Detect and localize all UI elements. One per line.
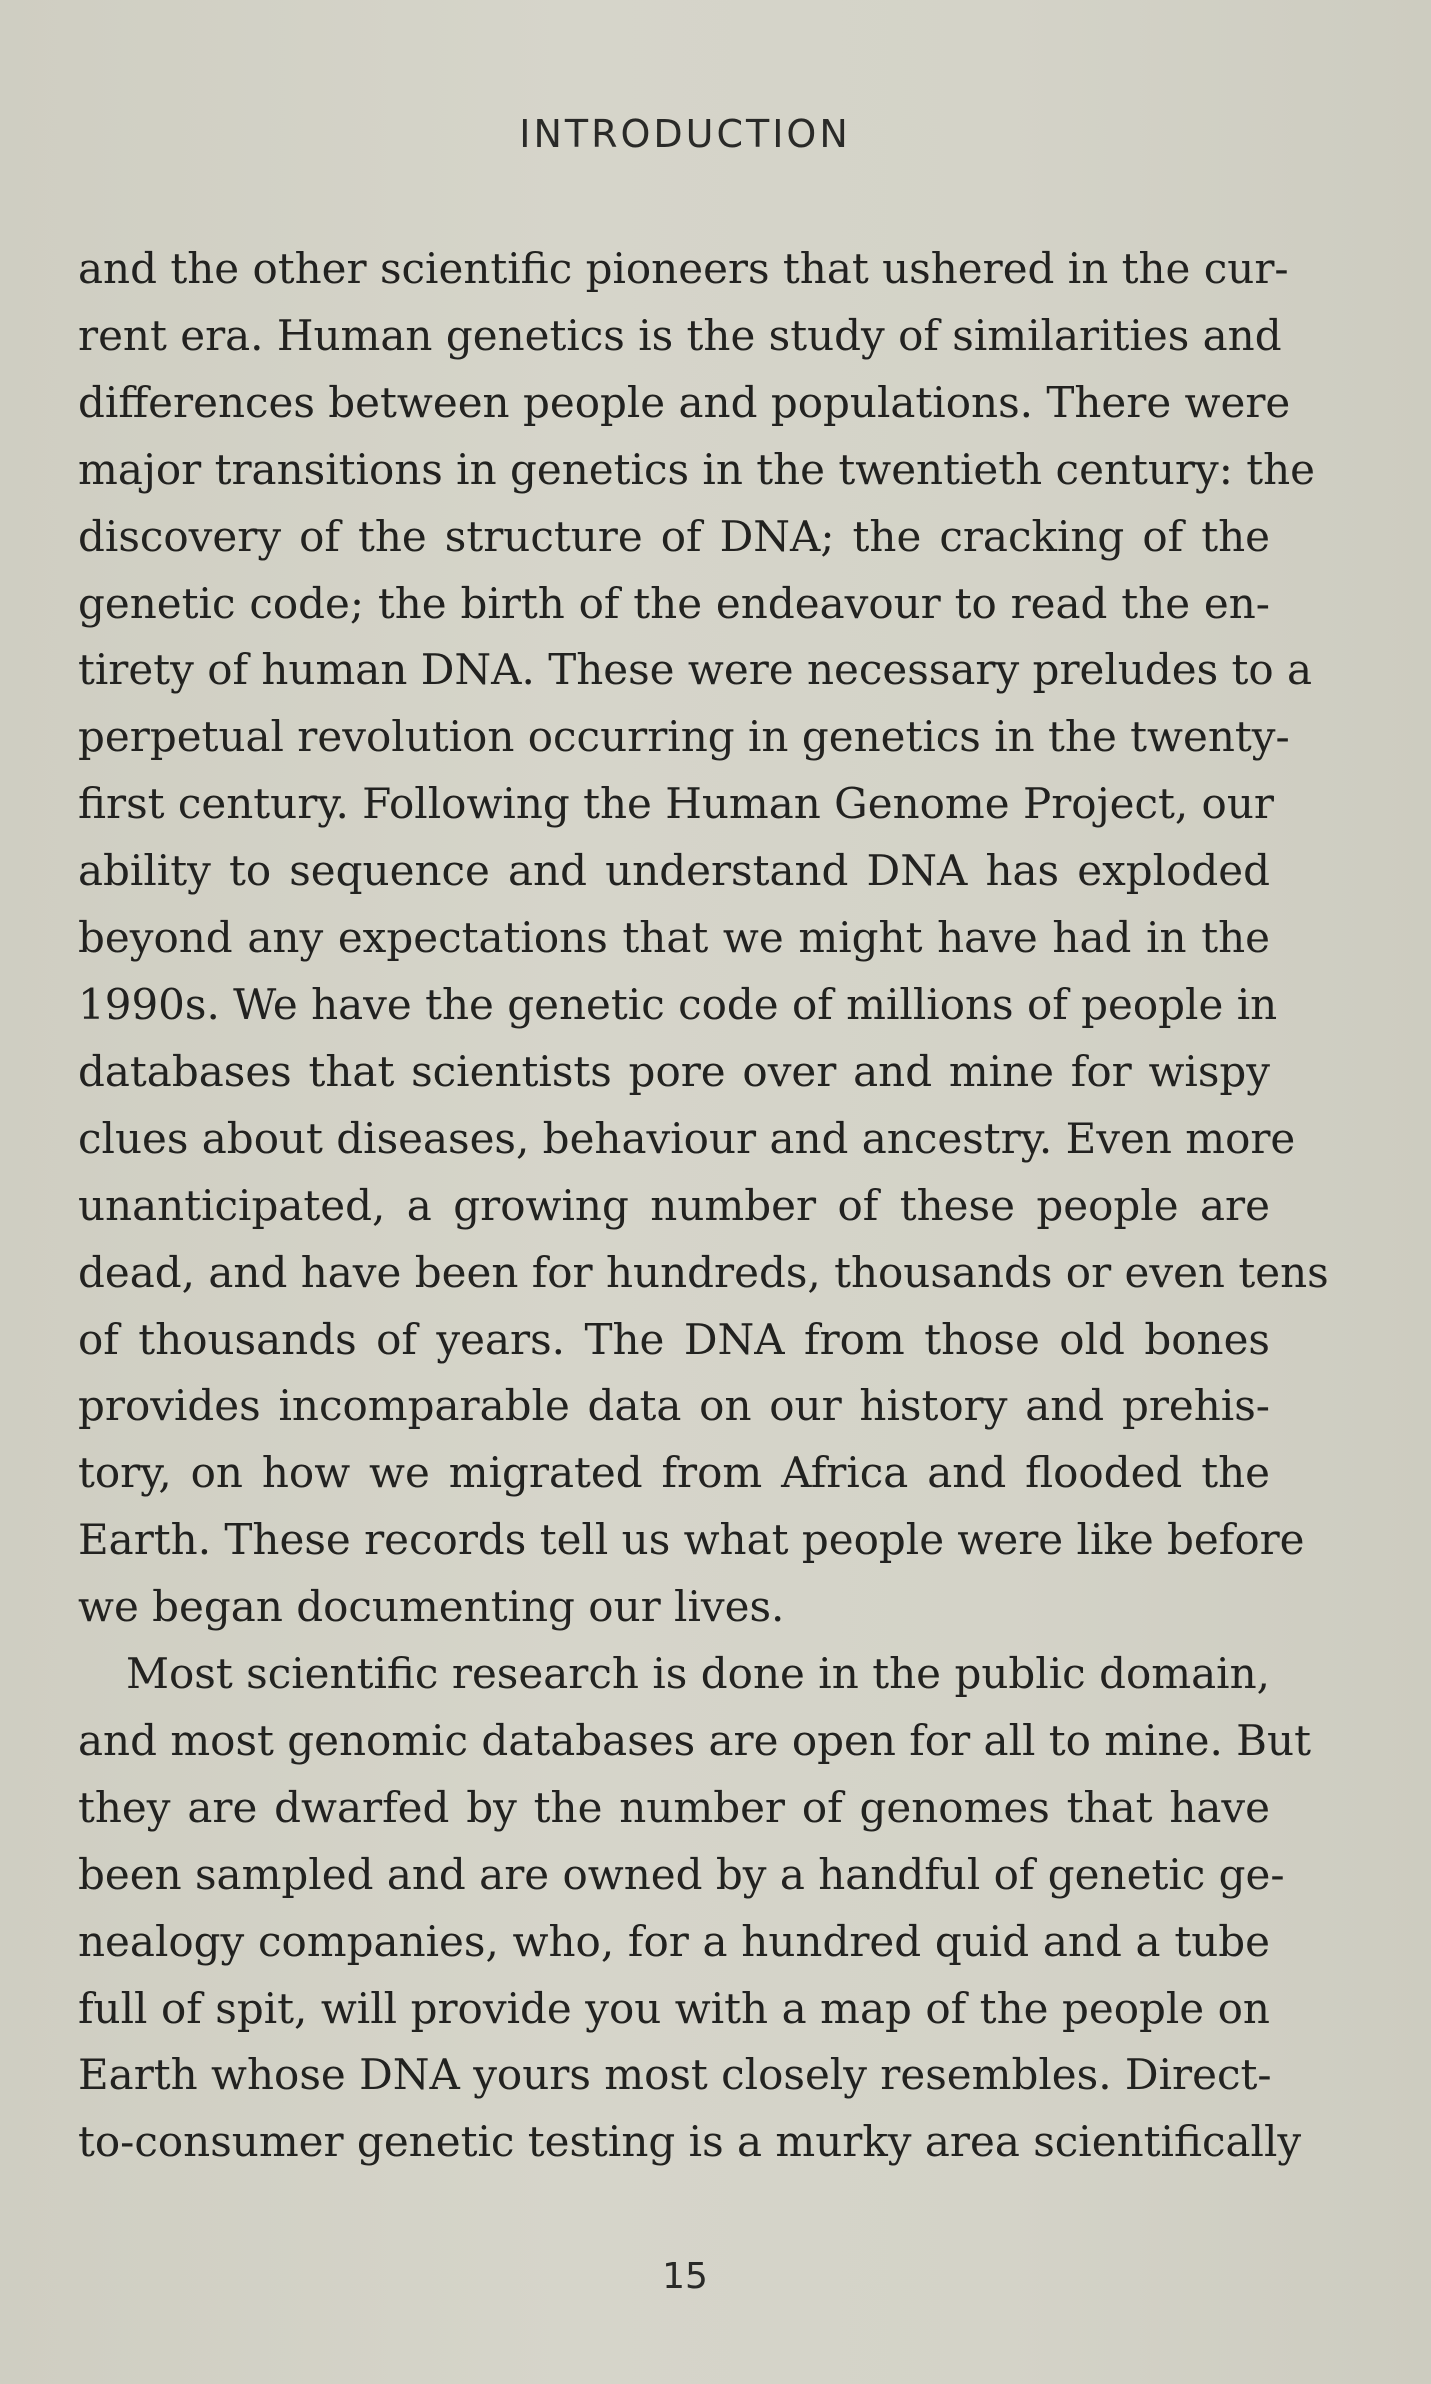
text-line: provides incomparable data on our history and prehis- [78,1381,1270,1431]
text-line: genetic code; the birth of the endeavour to read the en- [78,578,1270,628]
text-line: to-consumer genetic testing is a murky area scientifically [78,2117,1302,2167]
text-line: databases that scientists pore over and mine for wispy [78,1046,1270,1096]
text-line: of thousands of years. The DNA from those old bones [78,1314,1270,1364]
text-line: 1990s. We have the genetic code of millions of people in [78,979,1278,1029]
text-line: first century. Following the Human Genome Project, our [78,779,1274,829]
text-line: full of spit, will provide you with a map of the people on [78,1983,1270,2033]
text-line: clues about diseases, behaviour and ancestry. Even more [78,1113,1296,1163]
text-line: they are dwarfed by the number of genomes that have [78,1782,1270,1832]
running-head: INTRODUCTION [519,112,851,156]
text-line: nealogy companies, who, for a hundred quid and a tube [78,1916,1270,1966]
text-line: been sampled and are owned by a handful of genetic ge- [78,1849,1285,1899]
text-line: dead, and have been for hundreds, thousands or even tens [78,1247,1329,1297]
text-line: discovery of the structure of DNA; the cracking of the [78,511,1270,561]
text-line: tory, on how we migrated from Africa and flooded the [78,1448,1270,1498]
text-line: differences between people and populations. There were [78,377,1291,427]
text-line: Earth whose DNA yours most closely resembles. Direct- [78,2050,1272,2100]
text-line: and most genomic databases are open for all to mine. But [78,1715,1311,1765]
text-line: beyond any expectations that we might have had in the [78,913,1270,963]
text-line: tirety of human DNA. These were necessary preludes to a [78,645,1313,695]
text-line: major transitions in genetics in the twentieth century: the [78,444,1315,494]
text-line: ability to sequence and understand DNA has exploded [78,846,1270,896]
text-line: unanticipated, a growing number of these people are [78,1180,1270,1230]
text-line: perpetual revolution occurring in genetics in the twenty- [78,712,1290,762]
text-line: Earth. These records tell us what people were like before [78,1515,1305,1565]
text-line: Most scientific research is done in the public domain, [126,1649,1270,1699]
text-line: we began documenting our lives. [78,1582,785,1632]
paragraph-1 [78,236,1329,1641]
body-text [78,236,1329,2176]
text-line: rent era. Human genetics is the study of similarities and [78,310,1282,360]
paragraph-2 [78,1641,1311,2176]
page-number: 15 [662,2256,708,2297]
text-line: and the other scientific pioneers that ushered in the cur- [78,244,1289,293]
